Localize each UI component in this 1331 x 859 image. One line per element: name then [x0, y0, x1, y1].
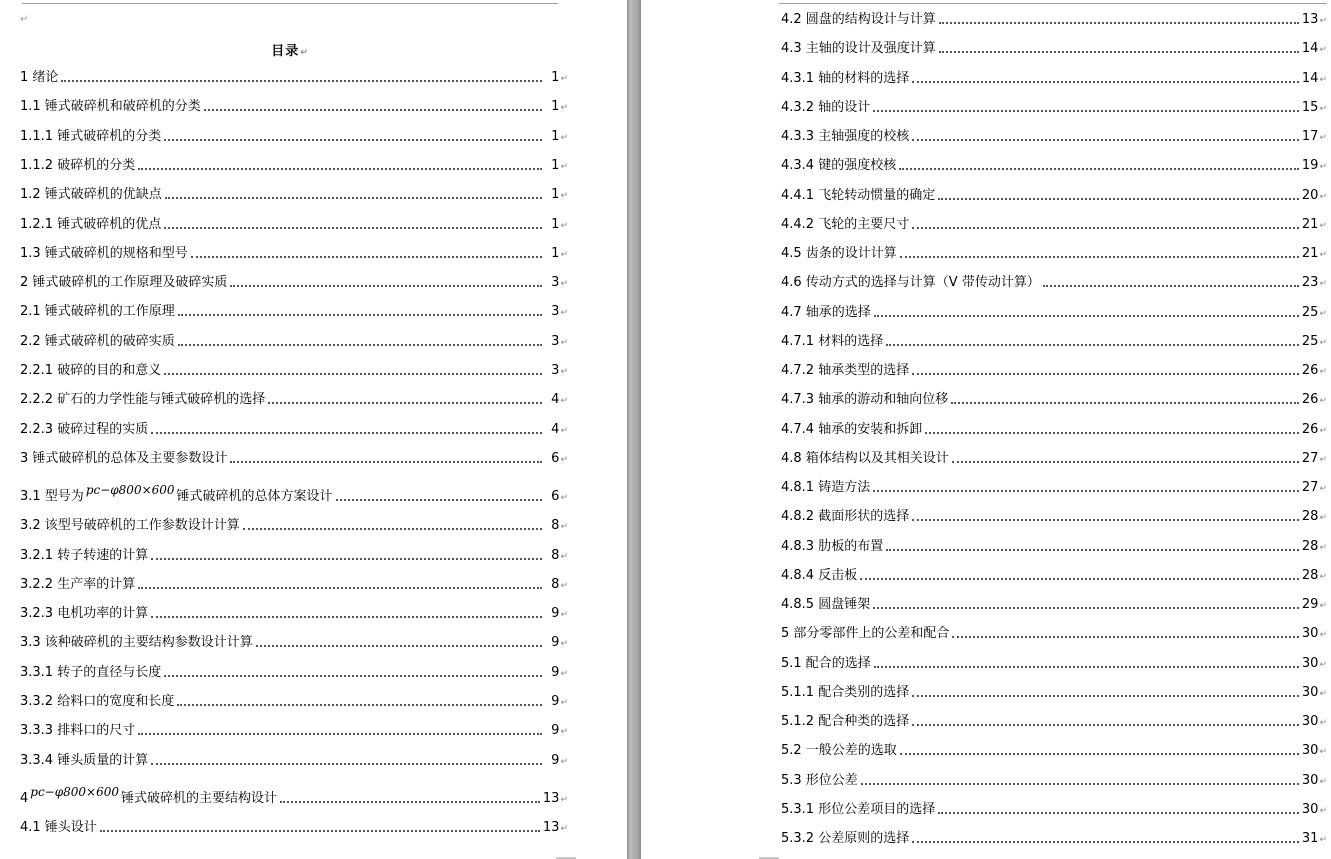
toc-entry-label: 5.2 一般公差的选取 [781, 743, 897, 759]
toc-entry-page: 1 [551, 99, 560, 115]
dot-leader [178, 313, 543, 316]
toc-entry-page: 9 [551, 752, 560, 768]
dot-leader [164, 138, 542, 141]
document-page-right[interactable] [641, 0, 1331, 859]
dot-leader [61, 79, 542, 82]
paragraph-mark: ↵ [1319, 776, 1327, 787]
toc-entry-label: 4.6 传动方式的选择与计算（V 带传动计算） [781, 275, 1040, 291]
toc-entry[interactable] [781, 69, 1327, 87]
toc-entry-page: 30 [1301, 684, 1319, 700]
dot-leader [912, 226, 1299, 229]
paragraph-mark: ↵ [560, 454, 568, 465]
toc-entry-page: 26 [1301, 392, 1319, 408]
paragraph-mark: ↵ [560, 580, 568, 591]
toc-entry[interactable] [781, 156, 1327, 174]
dot-leader [874, 314, 1299, 317]
toc-entry-label: 4.8 箱体结构以及其相关设计 [781, 450, 949, 466]
toc-entry-page: 13 [542, 819, 560, 835]
toc-entry[interactable] [781, 244, 1327, 262]
dot-leader [100, 829, 540, 832]
dot-leader [151, 431, 542, 434]
toc-entry-label-text: 3.1 型号为 [20, 488, 84, 504]
dot-leader [164, 226, 542, 229]
toc-entry-label: 3.3 该种破碎机的主要结构参数设计计算 [20, 635, 253, 651]
dot-leader [900, 255, 1299, 258]
toc-entry-page: 6 [551, 450, 560, 466]
paragraph-mark: ↵ [1319, 747, 1327, 758]
toc-entry-page: 30 [1301, 626, 1319, 642]
toc-entry[interactable] [20, 127, 568, 145]
toc-entry-label: 5.1.1 配合类别的选择 [781, 684, 910, 700]
dot-leader [243, 527, 543, 530]
toc-entry-label: 3 锤式破碎机的总体及主要参数设计 [20, 450, 228, 466]
paragraph-mark: ↵ [560, 220, 568, 231]
toc-entry[interactable] [20, 185, 568, 203]
paragraph-mark: ↵ [1319, 45, 1327, 56]
paragraph-mark: ↵ [1319, 308, 1327, 319]
toc-entry[interactable] [781, 566, 1327, 584]
toc-entry-label: 4.4.2 飞轮的主要尺寸 [781, 216, 910, 232]
paragraph-mark: ↵ [1319, 133, 1327, 143]
toc-entry[interactable] [781, 478, 1327, 496]
toc-entry-page: 9 [551, 694, 560, 709]
toc-entry-label: 1.2 锤式破碎机的优缺点 [20, 187, 162, 203]
toc-entry-page: 21 [1301, 216, 1319, 232]
toc-entry[interactable] [20, 784, 568, 807]
dot-leader [860, 577, 1299, 580]
toc-entry-page: 1 [551, 157, 560, 173]
dot-leader [912, 694, 1299, 697]
paragraph-mark: ↵ [560, 396, 568, 407]
paragraph-mark: ↵ [1319, 191, 1327, 202]
toc-entry-label: 4.3.4 键的强度校核 [781, 158, 897, 174]
toc-entry-label: 2.2 锤式破碎机的破碎实质 [20, 333, 175, 349]
dot-leader [138, 586, 542, 589]
toc-entry-label: 1.1.1 锤式破碎机的分类 [20, 128, 162, 144]
toc-entry[interactable] [20, 361, 568, 379]
paragraph-mark: ↵ [560, 522, 568, 533]
dot-leader [873, 109, 1299, 112]
toc-entry-page: 30 [1301, 743, 1319, 759]
toc-entry-label-text: 锤式破碎机的总体方案设计 [176, 488, 333, 504]
dot-leader [1043, 284, 1299, 287]
dot-leader [861, 782, 1299, 785]
toc-entry-label: 1.1 锤式破碎机和破碎机的分类 [20, 99, 201, 115]
toc-entry-page: 14 [1301, 41, 1319, 57]
dot-leader [230, 460, 542, 463]
dot-leader [164, 372, 542, 375]
toc-entry-label [20, 482, 333, 505]
dot-leader [939, 50, 1299, 53]
toc-entry-label: 3.2.3 电机功率的计算 [20, 606, 149, 622]
toc-entry-page: 26 [1301, 421, 1319, 437]
toc-entry[interactable] [20, 692, 568, 710]
paragraph-mark: ↵ [20, 14, 29, 25]
toc-entry-page: 3 [551, 275, 560, 291]
toc-entry-label: 5 部分零部件上的公差和配合 [781, 626, 950, 642]
toc-entry-label: 5.1.2 配合种类的选择 [781, 714, 910, 729]
toc-entry-page: 8 [551, 547, 560, 563]
dot-leader [873, 489, 1299, 492]
toc-entry[interactable] [20, 215, 568, 233]
toc-entry-page: 8 [551, 518, 560, 534]
dot-leader [912, 518, 1299, 521]
toc-entry-label: 4.8.3 肋板的布置 [781, 538, 884, 554]
toc-entry[interactable] [20, 390, 568, 408]
toc-entry-page: 21 [1301, 246, 1319, 261]
paragraph-mark: ↵ [1319, 279, 1327, 290]
toc-entry[interactable] [20, 156, 568, 174]
toc-entry-label: 4.3 主轴的设计及强度计算 [781, 41, 936, 57]
paragraph-mark: ↵ [1319, 805, 1327, 816]
paragraph-mark: ↵ [1319, 162, 1327, 173]
toc-entry[interactable] [781, 332, 1327, 350]
toc-entry-label-text: 4 [20, 790, 29, 806]
toc-entry[interactable] [781, 361, 1327, 379]
toc-entry-page: 28 [1301, 509, 1319, 525]
paragraph-mark: ↵ [560, 551, 568, 562]
paragraph-mark: ↵ [1319, 454, 1327, 465]
toc-entry[interactable] [20, 721, 568, 739]
paragraph-mark: ↵ [1319, 542, 1327, 553]
paragraph-mark: ↵ [1319, 396, 1327, 407]
toc-entry[interactable] [781, 595, 1327, 613]
toc-entry[interactable] [20, 244, 568, 262]
toc-entry-page: 4 [551, 421, 560, 437]
toc-entry-page: 1 [551, 70, 560, 85]
paragraph-mark: ↵ [1319, 16, 1327, 26]
toc-entry-label: 4.5 齿条的设计计算 [781, 246, 897, 261]
paragraph-mark: ↵ [1319, 688, 1327, 699]
dot-leader [151, 762, 542, 765]
toc-entry[interactable] [781, 390, 1327, 408]
toc-entry-label: 4.7.3 轴承的游动和轴向位移 [781, 392, 949, 408]
toc-entry-label [20, 784, 278, 807]
dot-leader [912, 80, 1299, 83]
dot-leader [912, 840, 1299, 843]
toc-entry[interactable] [20, 818, 568, 836]
toc-entry-page: 25 [1301, 333, 1319, 349]
toc-entry[interactable] [20, 482, 568, 505]
paragraph-mark: ↵ [560, 756, 568, 767]
paragraph-mark: ↵ [560, 337, 568, 348]
toc-entry-page: 6 [551, 488, 560, 504]
dot-leader [138, 167, 542, 170]
toc-entry[interactable] [781, 829, 1327, 847]
toc-entry-label: 3.3.1 转子的直径与长度 [20, 664, 162, 680]
toc-entry[interactable] [20, 97, 568, 115]
paragraph-mark: ↵ [1319, 484, 1327, 494]
toc-entry-page: 26 [1301, 363, 1319, 378]
toc-entry-label: 5.3 形位公差 [781, 772, 858, 788]
toc-entry-label: 4.8.5 圆盘锤架 [781, 597, 871, 612]
toc-entry-page: 27 [1301, 480, 1319, 495]
toc-entry[interactable] [781, 449, 1327, 467]
toc-entry[interactable] [781, 420, 1327, 438]
toc-entry[interactable] [20, 68, 568, 86]
toc-entry-page: 3 [551, 304, 560, 320]
toc-entry-page: 9 [551, 664, 560, 680]
toc-entry-label: 4.3.2 轴的设计 [781, 99, 871, 115]
toc-entry[interactable] [781, 654, 1327, 672]
toc-entry-page: 15 [1301, 99, 1319, 115]
paragraph-mark: ↵ [560, 249, 568, 260]
paragraph-mark: ↵ [300, 48, 309, 58]
dot-leader [951, 401, 1299, 404]
toc-entry[interactable] [781, 741, 1327, 759]
toc-entry[interactable] [20, 751, 568, 769]
toc-entry[interactable] [781, 273, 1327, 291]
toc-entry[interactable] [20, 663, 568, 681]
paragraph-mark: ↵ [560, 668, 568, 679]
dot-leader [151, 615, 542, 618]
toc-entry-page: 13 [1301, 12, 1319, 27]
toc-entry-label: 2 锤式破碎机的工作原理及破碎实质 [20, 275, 228, 291]
toc-entry-label: 5.3.1 形位公差项目的选择 [781, 801, 936, 817]
toc-entry[interactable] [20, 302, 568, 320]
dot-leader [952, 460, 1299, 463]
toc-entry-label: 3.2 该型号破碎机的工作参数设计计算 [20, 518, 240, 534]
toc-entry-label: 4.7.1 材料的选择 [781, 333, 884, 349]
toc-title-text: 目录 [271, 44, 300, 59]
toc-entry-page: 29 [1301, 597, 1319, 612]
toc-entry-page: 1 [551, 187, 560, 203]
toc-entry-label: 2.2.2 矿石的力学性能与锤式破碎机的选择 [20, 392, 266, 408]
toc-entry-label: 1.2.1 锤式破碎机的优点 [20, 216, 162, 232]
paragraph-mark: ↵ [1319, 513, 1327, 524]
toc-entry[interactable] [781, 98, 1327, 116]
toc-entry[interactable] [781, 127, 1327, 145]
toc-entry[interactable] [781, 771, 1327, 789]
toc-entry-label: 4.4.1 飞轮转动惯量的确定 [781, 187, 936, 203]
dot-leader [952, 635, 1299, 638]
toc-entry[interactable] [781, 186, 1327, 204]
dot-leader [938, 197, 1299, 200]
dot-leader [178, 343, 543, 346]
dot-leader [256, 644, 543, 647]
paragraph-mark: ↵ [560, 610, 568, 621]
dot-leader [230, 284, 542, 287]
toc-entry-label: 1 绪论 [20, 70, 59, 85]
toc-entry-page: 30 [1301, 655, 1319, 671]
dot-leader [177, 703, 542, 706]
header-rule [22, 3, 558, 4]
toc-entry-label: 3.3.3 排料口的尺寸 [20, 723, 136, 739]
toc-title [0, 40, 580, 60]
toc-entry-page: 30 [1301, 801, 1319, 817]
dot-leader [939, 21, 1299, 24]
toc-entry-page: 3 [551, 333, 560, 349]
paragraph-mark: ↵ [560, 425, 568, 436]
toc-entry-label: 3.2.2 生产率的计算 [20, 576, 136, 592]
toc-entry-page: 27 [1301, 450, 1319, 466]
dot-leader [268, 401, 542, 404]
dot-leader [912, 138, 1299, 141]
toc-entry[interactable] [781, 624, 1327, 642]
paragraph-mark: ↵ [560, 308, 568, 319]
paragraph-mark: ↵ [560, 823, 568, 834]
dot-leader [912, 372, 1299, 375]
paragraph-mark: ↵ [1319, 835, 1327, 845]
dot-leader [873, 606, 1299, 609]
toc-entry[interactable] [20, 575, 568, 593]
paragraph-mark: ↵ [1319, 425, 1327, 436]
dot-leader [164, 674, 542, 677]
toc-entry[interactable] [20, 420, 568, 438]
toc-entry-label: 4.2 圆盘的结构设计与计算 [781, 12, 936, 27]
dot-leader [191, 255, 543, 258]
toc-entry-page: 4 [551, 392, 560, 408]
dot-leader [165, 196, 543, 199]
paragraph-mark: ↵ [560, 698, 568, 708]
paragraph-mark: ↵ [1319, 220, 1327, 231]
toc-entry-label: 2.2.3 破碎过程的实质 [20, 421, 149, 437]
paragraph-mark: ↵ [1319, 367, 1327, 377]
toc-entry-label: 2.1 锤式破碎机的工作原理 [20, 304, 175, 320]
paragraph-mark: ↵ [560, 639, 568, 650]
paragraph-mark: ↵ [1319, 74, 1327, 85]
paragraph-mark: ↵ [560, 191, 568, 202]
document-page-left[interactable] [0, 0, 627, 859]
paragraph-mark: ↵ [1319, 337, 1327, 348]
toc-entry-label: 4.1 锤头设计 [20, 819, 97, 835]
paragraph-mark: ↵ [1319, 630, 1327, 641]
toc-entry[interactable] [20, 332, 568, 350]
paragraph-mark: ↵ [560, 161, 568, 172]
toc-entry-page: 9 [551, 635, 560, 651]
toc-entry-page: 30 [1301, 772, 1319, 788]
toc-entry-page: 23 [1301, 275, 1319, 291]
toc-entry-page: 28 [1301, 538, 1319, 554]
paragraph-mark: ↵ [560, 279, 568, 290]
toc-entry-page: 1 [551, 128, 560, 144]
model-formula: pc−φ800×600 [30, 784, 120, 799]
toc-entry-page: 13 [542, 790, 560, 806]
paragraph-mark: ↵ [560, 74, 568, 84]
toc-entry-page: 31 [1301, 831, 1319, 846]
toc-entry[interactable] [20, 633, 568, 651]
toc-entry-label: 4.7.2 轴承类型的选择 [781, 363, 910, 378]
toc-entry-label: 4.8.2 截面形状的选择 [781, 509, 910, 525]
toc-entry-label: 2.2.1 破碎的目的和意义 [20, 363, 162, 378]
toc-entry-label: 3.3.2 给料口的宽度和长度 [20, 694, 175, 709]
paragraph-mark: ↵ [1319, 601, 1327, 611]
dot-leader [925, 431, 1299, 434]
dot-leader [912, 723, 1299, 726]
paragraph-mark: ↵ [1319, 571, 1327, 582]
paragraph-mark: ↵ [560, 492, 568, 503]
toc-entry-label: 1.3 锤式破碎机的规格和型号 [20, 245, 188, 261]
dot-leader [336, 498, 543, 501]
dot-leader [900, 752, 1299, 755]
dot-leader [280, 800, 540, 803]
dot-leader [886, 548, 1299, 551]
header-rule [779, 3, 1327, 4]
model-formula: pc−φ800×600 [85, 482, 175, 497]
dot-leader [886, 343, 1299, 346]
toc-entry[interactable] [781, 303, 1327, 321]
page-gap [627, 0, 641, 859]
toc-entry-page: 1 [551, 216, 560, 232]
toc-entry-page: 3 [551, 363, 560, 378]
toc-entry-label: 3.2.1 转子转速的计算 [20, 547, 149, 563]
toc-entry-label: 4.7 轴承的选择 [781, 304, 871, 320]
toc-entry[interactable] [781, 800, 1327, 818]
toc-entry[interactable] [20, 273, 568, 291]
toc-entry-page: 30 [1301, 714, 1319, 729]
toc-entry-page: 14 [1301, 70, 1319, 86]
toc-entry[interactable] [781, 10, 1327, 28]
toc-entry-page: 28 [1301, 567, 1319, 583]
toc-entry-page: 20 [1301, 187, 1319, 203]
paragraph-mark: ↵ [560, 367, 568, 377]
toc-entry-page: 9 [551, 606, 560, 622]
toc-entry-label-text: 锤式破碎机的主要结构设计 [121, 790, 278, 806]
paragraph-mark: ↵ [1319, 103, 1327, 114]
toc-entry[interactable] [781, 683, 1327, 701]
toc-entry[interactable] [781, 507, 1327, 525]
toc-entry[interactable] [20, 516, 568, 534]
toc-entry[interactable] [781, 712, 1327, 730]
dot-leader [138, 732, 542, 735]
paragraph-mark: ↵ [560, 103, 568, 114]
toc-entry[interactable] [20, 546, 568, 564]
paragraph-mark: ↵ [560, 794, 568, 805]
toc-entry-label: 4.3.3 主轴强度的校核 [781, 129, 910, 144]
dot-leader [899, 167, 1299, 170]
dot-leader [938, 811, 1299, 814]
paragraph-mark: ↵ [1319, 718, 1327, 728]
toc-entry-label: 4.7.4 轴承的安装和拆卸 [781, 421, 923, 437]
toc-entry-page: 17 [1301, 129, 1319, 144]
dot-leader [204, 108, 543, 111]
toc-entry-page: 19 [1301, 158, 1319, 174]
toc-entry[interactable] [781, 215, 1327, 233]
toc-entry-label: 5.3.2 公差原则的选择 [781, 831, 910, 846]
toc-entry-label: 5.1 配合的选择 [781, 655, 871, 671]
paragraph-mark: ↵ [1319, 250, 1327, 260]
dot-leader [874, 665, 1299, 668]
toc-entry[interactable] [781, 537, 1327, 555]
toc-entry[interactable] [20, 449, 568, 467]
toc-entry-page: 8 [551, 576, 560, 592]
toc-entry[interactable] [20, 604, 568, 622]
toc-entry-page: 25 [1301, 304, 1319, 320]
toc-entry-page: 9 [551, 723, 560, 739]
paragraph-mark: ↵ [560, 727, 568, 738]
toc-entry-label: 3.3.4 锤头质量的计算 [20, 752, 149, 768]
toc-entry-label: 1.1.2 破碎机的分类 [20, 157, 136, 173]
toc-entry[interactable] [781, 39, 1327, 57]
dot-leader [151, 557, 542, 560]
toc-entry-page: 1 [551, 245, 560, 261]
toc-entry-label: 4.8.1 铸造方法 [781, 480, 871, 495]
toc-entry-label: 4.3.1 轴的材料的选择 [781, 70, 910, 86]
paragraph-mark: ↵ [1319, 659, 1327, 670]
toc-entry-label: 4.8.4 反击板 [781, 567, 858, 583]
paragraph-mark: ↵ [560, 132, 568, 143]
